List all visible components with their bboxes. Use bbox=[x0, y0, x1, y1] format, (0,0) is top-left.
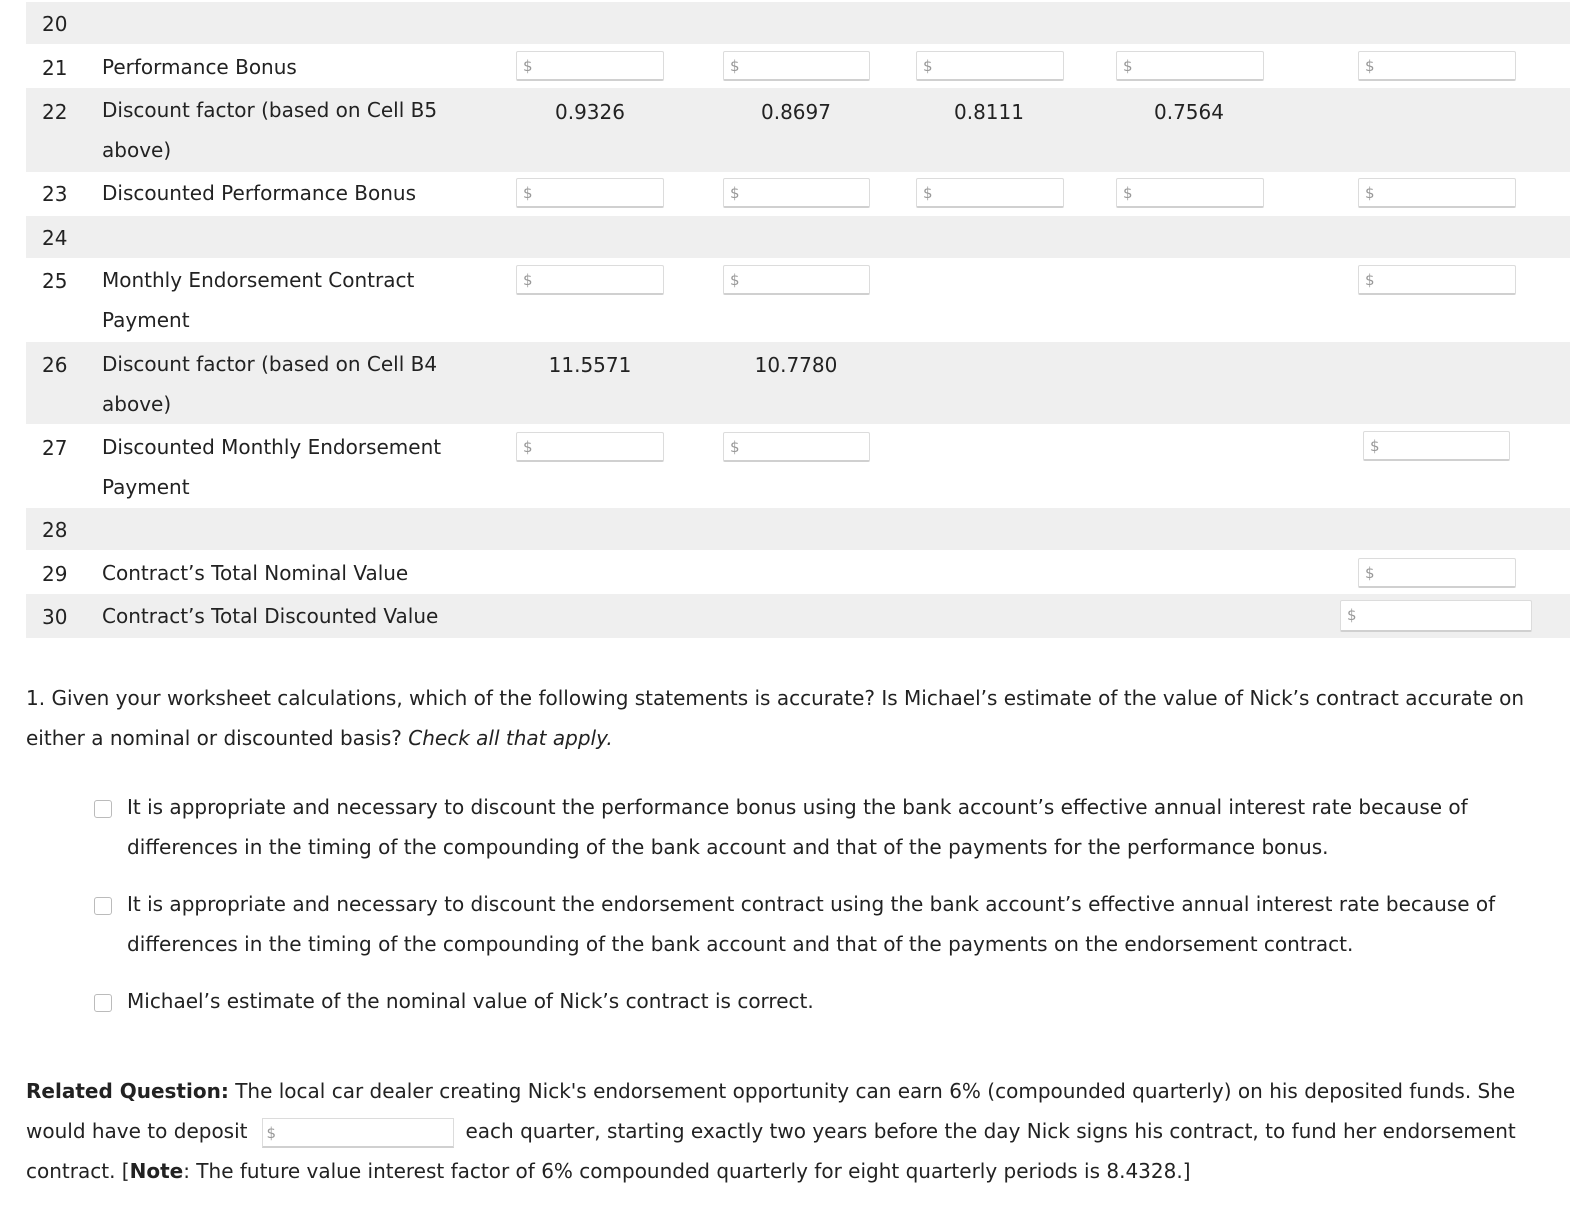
option-3-checkbox[interactable] bbox=[94, 994, 112, 1012]
table-row bbox=[26, 258, 1570, 342]
dollar-sign: $ bbox=[923, 57, 933, 75]
amount-field[interactable] bbox=[539, 54, 659, 77]
dollar-sign: $ bbox=[523, 57, 533, 75]
row-number: 29 bbox=[42, 562, 68, 586]
row-number: 30 bbox=[42, 605, 68, 629]
performance-bonus-input-4[interactable] bbox=[1116, 51, 1264, 81]
dollar-sign: $ bbox=[1347, 606, 1357, 624]
discounted-endorsement-total-input[interactable] bbox=[1363, 431, 1510, 461]
discounted-bonus-total-input[interactable] bbox=[1358, 178, 1516, 208]
total-discounted-value-input[interactable] bbox=[1340, 600, 1532, 632]
discounted-bonus-input-1[interactable] bbox=[516, 178, 664, 208]
dollar-sign: $ bbox=[1365, 184, 1375, 202]
option-1-label[interactable]: It is appropriate and necessary to discount the performance bonus using the bank account’s effective annual interest rate because of differences in the timing of the compounding of the bank account and that of the payments for the performance bonus. bbox=[127, 795, 1468, 859]
dollar-sign: $ bbox=[730, 438, 740, 456]
amount-field[interactable] bbox=[1139, 54, 1259, 77]
row-number: 20 bbox=[42, 12, 68, 36]
endorsement-payment-input-2[interactable] bbox=[723, 265, 870, 295]
table-row bbox=[26, 594, 1570, 638]
row-label: Contract’s Total Discounted Value bbox=[102, 604, 439, 628]
row-label: Discounted Performance Bonus bbox=[102, 181, 416, 205]
dollar-sign: $ bbox=[730, 184, 740, 202]
discount-factor-value: 11.5571 bbox=[548, 353, 632, 377]
dollar-sign: $ bbox=[730, 57, 740, 75]
note-label: Note bbox=[129, 1159, 184, 1183]
row-label: Discounted Monthly Endorsement Payment bbox=[102, 435, 442, 499]
endorsement-payment-total-input[interactable] bbox=[1358, 265, 1516, 295]
table-row bbox=[26, 44, 1570, 88]
endorsement-payment-input-1[interactable] bbox=[516, 265, 664, 295]
related-question-continued: each quarter, starting exactly two years before the day Nick signs his contract, to fund her endorsement contract. [ bbox=[26, 1119, 1516, 1183]
dollar-sign: $ bbox=[923, 184, 933, 202]
table-row bbox=[26, 2, 1570, 44]
related-question bbox=[26, 1071, 1536, 1191]
dollar-sign: $ bbox=[1123, 57, 1133, 75]
note-text: : The future value interest factor of 6% compounded quarterly for eight quarterly periods is 8.4328.] bbox=[183, 1159, 1191, 1183]
discounted-bonus-input-2[interactable] bbox=[723, 178, 870, 208]
dollar-sign: $ bbox=[1123, 184, 1133, 202]
option-2-checkbox[interactable] bbox=[94, 897, 112, 915]
discount-factor-value: 0.8697 bbox=[761, 100, 831, 124]
table-row bbox=[26, 424, 1570, 508]
discounted-endorsement-input-2[interactable] bbox=[723, 432, 870, 462]
dollar-sign: $ bbox=[1370, 437, 1380, 455]
performance-bonus-input-3[interactable] bbox=[916, 51, 1064, 81]
dollar-sign: $ bbox=[266, 1123, 277, 1142]
question-text: 1. Given your worksheet calculations, which of the following statements is accurate? Is Michael’s estimate of the value of Nick’s contract accurate on either a nominal or discounted basis? bbox=[26, 686, 1525, 750]
option-2-label[interactable]: It is appropriate and necessary to discount the endorsement contract using the bank account’s effective annual interest rate because of differences in the timing of the compounding of the bank account and that of the payments on the endorsement contract. bbox=[127, 892, 1496, 956]
total-nominal-value-input[interactable] bbox=[1358, 558, 1516, 588]
dollar-sign: $ bbox=[523, 271, 533, 289]
dollar-sign: $ bbox=[730, 271, 740, 289]
discount-factor-value: 0.9326 bbox=[555, 100, 625, 124]
row-label: Performance Bonus bbox=[102, 55, 297, 79]
amount-field[interactable] bbox=[746, 181, 865, 204]
row-label: Contract’s Total Nominal Value bbox=[102, 561, 409, 585]
related-question-text: The local car dealer creating Nick's endorsement opportunity can earn 6% (compounded quarterly) on his deposited funds. She would have to deposit bbox=[26, 1079, 1516, 1143]
amount-field[interactable] bbox=[939, 181, 1059, 204]
row-number: 23 bbox=[42, 182, 68, 206]
row-number: 22 bbox=[42, 100, 68, 124]
row-label: Discount factor (based on Cell B5 above) bbox=[102, 98, 438, 162]
row-number: 28 bbox=[42, 518, 68, 542]
amount-field[interactable] bbox=[1381, 561, 1511, 584]
row-number: 27 bbox=[42, 436, 68, 460]
question-prompt bbox=[26, 678, 1536, 758]
amount-field[interactable] bbox=[1381, 268, 1511, 291]
table-row bbox=[26, 508, 1570, 550]
dollar-sign: $ bbox=[523, 184, 533, 202]
amount-field[interactable] bbox=[539, 435, 659, 458]
dollar-sign: $ bbox=[1365, 57, 1375, 75]
performance-bonus-input-1[interactable] bbox=[516, 51, 664, 81]
row-number: 21 bbox=[42, 56, 68, 80]
amount-field[interactable] bbox=[1381, 181, 1511, 204]
deposit-amount-input[interactable] bbox=[262, 1118, 454, 1148]
option-3-label[interactable]: Michael’s estimate of the nominal value of Nick’s contract is correct. bbox=[127, 989, 814, 1013]
amount-field[interactable] bbox=[746, 268, 865, 291]
amount-field[interactable] bbox=[1381, 54, 1511, 77]
dollar-sign: $ bbox=[523, 438, 533, 456]
amount-field[interactable] bbox=[539, 181, 659, 204]
table-row bbox=[26, 216, 1570, 258]
related-question-heading: Related Question: bbox=[26, 1079, 229, 1103]
row-label: Discount factor (based on Cell B4 above) bbox=[102, 352, 438, 416]
amount-field[interactable] bbox=[1386, 434, 1505, 457]
table-row bbox=[26, 88, 1570, 172]
amount-field[interactable] bbox=[939, 54, 1059, 77]
discount-factor-value: 0.7564 bbox=[1154, 100, 1224, 124]
performance-bonus-total-input[interactable] bbox=[1358, 51, 1516, 81]
discounted-bonus-input-3[interactable] bbox=[916, 178, 1064, 208]
question-instruction: Check all that apply. bbox=[408, 726, 613, 750]
amount-field[interactable] bbox=[746, 54, 865, 77]
dollar-sign: $ bbox=[1365, 271, 1375, 289]
table-row bbox=[26, 550, 1570, 594]
discount-factor-value: 10.7780 bbox=[754, 353, 838, 377]
dollar-sign: $ bbox=[1365, 564, 1375, 582]
amount-field[interactable] bbox=[1363, 603, 1527, 628]
discounted-endorsement-input-1[interactable] bbox=[516, 432, 664, 462]
amount-field[interactable] bbox=[746, 435, 865, 458]
table-row bbox=[26, 172, 1570, 216]
table-row bbox=[26, 342, 1570, 424]
amount-field[interactable] bbox=[539, 268, 659, 291]
row-number: 26 bbox=[42, 353, 68, 377]
performance-bonus-input-2[interactable] bbox=[723, 51, 870, 81]
row-number: 25 bbox=[42, 269, 68, 293]
amount-field[interactable] bbox=[1139, 181, 1259, 204]
discounted-bonus-input-4[interactable] bbox=[1116, 178, 1264, 208]
row-label: Monthly Endorsement Contract Payment bbox=[102, 268, 415, 332]
row-number: 24 bbox=[42, 226, 68, 250]
discount-factor-value: 0.8111 bbox=[954, 100, 1024, 124]
option-1-checkbox[interactable] bbox=[94, 800, 112, 818]
